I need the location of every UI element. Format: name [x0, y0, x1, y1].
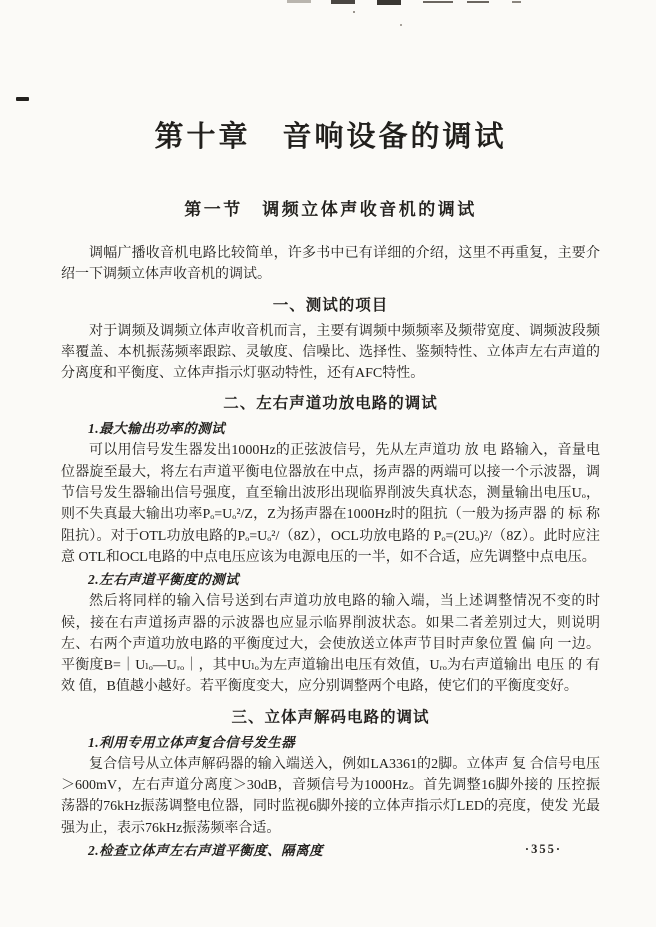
scan-artifact — [16, 97, 29, 101]
section-2-heading: 二、左右声道功放电路的调试 — [223, 394, 438, 413]
section-1-heading: 一、测试的项目 — [272, 295, 389, 314]
section-3-subheading-1: 1.利用专用立体声复合信号发生器 — [88, 734, 296, 750]
section-2-subheading-1: 1.最大输出功率的测试 — [88, 421, 226, 437]
section-2-paragraph-2: 然后将同样的输入信号送到右声道功放电路的输入端，当上述调整情况不变的时候，接在右声道扬声器的示波器也应显示临界削波状态。如果二者差别过大，则说明左、右两个声道功放电路的平衡度过大，会使放送立体声节目时声象位置 偏 向 一边。平衡度B=｜Uₗₒ—Uᵣₒ｜，其中Uₗₒ为左声道输出电压有效值，Uᵣₒ为右声道输出 电压 的 有 效 值，B值越小越好。若平衡度变大，应分别调整两个电路，使它们的平衡度变好。 — [61, 594, 600, 695]
chapter-title: 第十章 音响设备的调试 — [154, 119, 507, 153]
section-3-subheading-2: 2.检查立体声左右声道平衡度、隔离度 — [88, 842, 324, 858]
intro-paragraph: 调幅广播收音机电路比较简单，许多书中已有详细的介绍，这里不再重复，主要介绍一下调频立体声收音机的调试。 — [61, 246, 600, 283]
section-2-paragraph-1: 可以用信号发生器发出1000Hz的正弦波信号，先从左声道功 放 电 路输入，音量电位器旋至最大，将左右声道平衡电位器放在中点，扬声器的两端可以接一个示波器，调节信号发生器输出信号强度，直至输出波形出现临界削波失真状态，测量输出电压Uₒ，则不失真最大输出功率Pₒ=Uₒ²/Z，Z为扬声器在1000Hz时的阻抗（一般为扬声器 的 标 称阻抗）。对于OTL功放电路的Pₒ=Uₒ²/（8Z），OCL功放电路的 Pₒ=(2Uₒ)²/（8Z）。此时应注意 OTL和OCL电路的中点电压应该为电源电压的一半，如不合适，应先调整中点电压。 — [61, 443, 600, 565]
section-3-paragraph-1: 复合信号从立体声解码器的输入端送入，例如LA3361的2脚。立体声 复 合信号电压＞600mV，左右声道分离度＞30dB，音频信号为1000Hz。首先调整16脚外接的 压控振荡器的76kHz振荡调整电位器，同时监视6脚外接的立体声指示灯LED的亮度，使发 光最强为止，表示76kHz振荡频率合适。 — [61, 756, 600, 836]
text-column — [61, 0, 600, 862]
section-2-subheading-2: 2.左右声道平衡度的测试 — [88, 572, 240, 588]
section-3-heading: 三、立体声解码电路的调试 — [231, 707, 430, 726]
section-1-paragraph: 对于调频及调频立体声收音机而言，主要有调频中频频率及频带宽度、调频波段频率覆盖、本机振荡频率跟踪、灵敏度、信噪比、选择性、鉴频特性、立体声左右声道的分离度和平衡度、立体声指示灯驱动特性，还有AFC特性。 — [61, 323, 600, 382]
section-title: 第一节 调频立体声收音机的调试 — [184, 200, 477, 220]
page-number: ·355· — [524, 842, 562, 856]
